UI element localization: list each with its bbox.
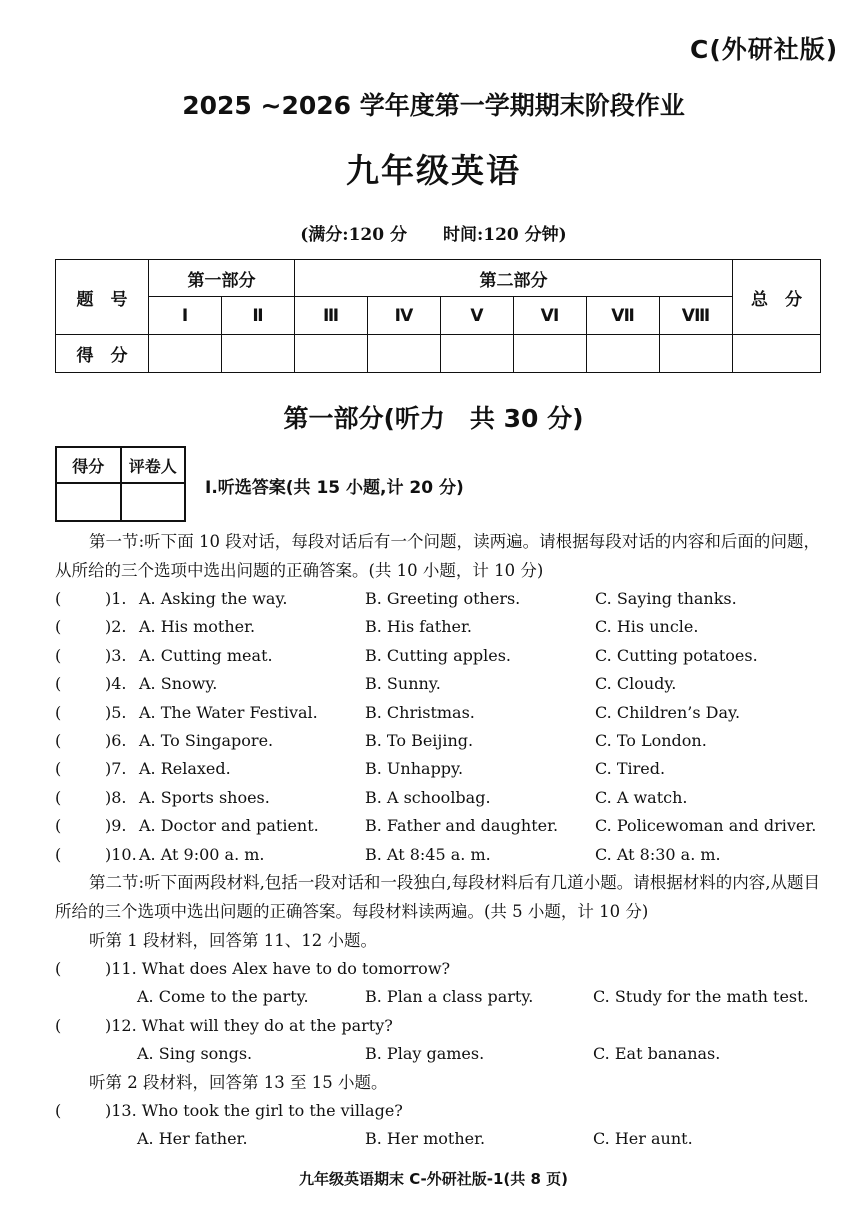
- question-number: )7.: [105, 759, 127, 779]
- question-row: [55, 585, 835, 613]
- page-footer: 九年级英语期末 C-外研社版-1(共 8 页): [298, 1170, 569, 1188]
- option-a: A. Come to the party.: [137, 987, 309, 1006]
- question-row: [55, 613, 835, 641]
- option-b: B. Christmas.: [365, 702, 475, 722]
- question-row: [55, 642, 835, 670]
- answer-paren[interactable]: (: [55, 816, 62, 836]
- answer-paren[interactable]: (: [55, 645, 62, 665]
- material1-instruction: 听第 1 段材料，回答第 11、12 小题。: [89, 931, 377, 950]
- answer-paren[interactable]: (: [55, 787, 62, 807]
- question-row: [55, 727, 835, 755]
- option-b: B. Father and daughter.: [365, 816, 559, 836]
- option-a: A. Asking the way.: [139, 589, 288, 608]
- option-b: B. Cutting apples.: [365, 645, 511, 665]
- question-row: [55, 784, 835, 812]
- score-table: [55, 259, 821, 373]
- answer-paren[interactable]: (: [55, 731, 62, 750]
- score-cell[interactable]: [295, 335, 368, 373]
- section1-part1-instruction: 第一节:听下面 10 段对话，每段对话后有一个问题，读两遍。请根据每段对话的内容和后面的问题，从所给的三个选项中选出问题的正确答案。(共 10 小题，计 10 分): [55, 532, 820, 580]
- score-cell[interactable]: [441, 335, 514, 373]
- grader-score-cell[interactable]: [56, 483, 121, 521]
- material2-instruction: 听第 2 段材料，回答第 13 至 15 小题。: [89, 1073, 388, 1092]
- answer-paren[interactable]: (: [55, 759, 62, 779]
- version-label: C(外研社版): [690, 35, 839, 64]
- section1-title: Ⅰ.听选答案(共 15 小题,计 20 分): [205, 478, 464, 498]
- question-number: )10.: [105, 844, 137, 864]
- question-row: [55, 670, 835, 698]
- question-number: )3.: [105, 645, 127, 665]
- option-c: C. Tired.: [595, 759, 666, 779]
- option-c: C. His uncle.: [595, 617, 699, 637]
- option-a: A. Relaxed.: [139, 759, 231, 779]
- section-numeral: Ⅲ: [295, 297, 368, 335]
- question-11-options: [55, 983, 835, 1011]
- grader-box: [55, 446, 186, 522]
- option-a: A. The Water Festival.: [139, 702, 318, 722]
- question-number: )9.: [105, 816, 127, 836]
- question-row: [55, 755, 835, 783]
- answer-paren[interactable]: (: [55, 959, 62, 978]
- option-a: A. Cutting meat.: [139, 645, 273, 665]
- option-b: B. Play games.: [365, 1044, 485, 1063]
- answer-paren[interactable]: (: [55, 1101, 62, 1120]
- option-a: A. To Singapore.: [139, 731, 274, 750]
- question-number: )2.: [105, 617, 127, 637]
- question-row: [55, 841, 835, 869]
- score-cell[interactable]: [368, 335, 441, 373]
- option-a: A. Sports shoes.: [139, 787, 270, 807]
- question-number: )5.: [105, 702, 127, 722]
- option-c: C. Saying thanks.: [595, 589, 737, 608]
- option-a: A. Snowy.: [139, 674, 218, 694]
- option-a: A. His mother.: [139, 617, 256, 637]
- row-label-score: 得 分: [56, 335, 149, 373]
- section-numeral: Ⅱ: [222, 297, 295, 335]
- option-b: B. A schoolbag.: [365, 787, 491, 807]
- option-b: B. Sunny.: [365, 674, 441, 694]
- answer-paren[interactable]: (: [55, 844, 62, 864]
- total-score-cell[interactable]: [733, 335, 821, 373]
- option-b: B. At 8:45 a. m.: [365, 844, 491, 864]
- question-13-options: [55, 1125, 835, 1153]
- question-13: [55, 1097, 835, 1125]
- question-12-options: [55, 1040, 835, 1068]
- section-numeral: Ⅷ: [660, 297, 733, 335]
- question-row: [55, 699, 835, 727]
- grader-name-cell[interactable]: [121, 483, 186, 521]
- option-c: C. To London.: [595, 731, 707, 750]
- option-c: C. Eat bananas.: [593, 1044, 721, 1063]
- question-row: [55, 812, 835, 840]
- option-b: B. Her mother.: [365, 1129, 486, 1148]
- answer-paren[interactable]: (: [55, 617, 62, 637]
- option-a: A. Her father.: [137, 1129, 248, 1148]
- option-a: A. Doctor and patient.: [139, 816, 319, 836]
- option-c: C. Her aunt.: [593, 1129, 693, 1148]
- option-a: A. Sing songs.: [137, 1044, 253, 1063]
- question-number: )4.: [105, 674, 127, 694]
- answer-paren[interactable]: (: [55, 1016, 62, 1035]
- section-numeral: Ⅰ: [149, 297, 222, 335]
- option-b: B. To Beijing.: [365, 731, 474, 750]
- exam-time: 时间:120 分钟): [443, 225, 567, 245]
- option-c: C. Cutting potatoes.: [595, 645, 758, 665]
- option-a: A. At 9:00 a. m.: [139, 844, 265, 864]
- answer-paren[interactable]: (: [55, 589, 62, 608]
- score-cell[interactable]: [514, 335, 587, 373]
- option-c: C. Study for the math test.: [593, 987, 809, 1006]
- part1-header: 第一部分: [149, 260, 295, 297]
- score-cell[interactable]: [222, 335, 295, 373]
- question-number: )1.: [105, 589, 127, 608]
- option-c: C. At 8:30 a. m.: [595, 844, 721, 864]
- part2-header: 第二部分: [295, 260, 733, 297]
- question-12: [55, 1012, 835, 1040]
- option-c: C. Children’s Day.: [595, 702, 741, 722]
- section-numeral: Ⅳ: [368, 297, 441, 335]
- section1-part2-instruction: 第二节:听下面两段材料,包括一段对话和一段独白,每段材料后有几道小题。请根据材料的内容,从题目所给的三个选项中选出问题的正确答案。每段材料读两遍。(共 5 小题，计 10 分): [55, 873, 820, 921]
- option-c: C. Cloudy.: [595, 674, 677, 694]
- question-11: [55, 955, 835, 983]
- option-b: B. Unhappy.: [365, 759, 464, 779]
- grader-score-label: 得分: [56, 447, 121, 483]
- question-number: )8.: [105, 787, 127, 807]
- score-cell[interactable]: [149, 335, 222, 373]
- option-c: C. Policewoman and driver.: [595, 816, 817, 836]
- row-label-number: 题 号: [56, 260, 149, 335]
- exam-meta: [0, 220, 867, 245]
- option-b: B. Greeting others.: [365, 589, 521, 608]
- score-cell[interactable]: [660, 335, 733, 373]
- answer-paren[interactable]: (: [55, 702, 62, 722]
- option-b: B. Plan a class party.: [365, 987, 534, 1006]
- question-stem: )12. What will they do at the party?: [105, 1016, 393, 1035]
- total-header: 总 分: [733, 260, 821, 335]
- answer-paren[interactable]: (: [55, 674, 62, 694]
- question-number: )6.: [105, 731, 127, 750]
- section-numeral: Ⅵ: [514, 297, 587, 335]
- exam-title: 2025 ~2026 学年度第一学期期末阶段作业: [182, 91, 685, 120]
- section-numeral: Ⅶ: [587, 297, 660, 335]
- question-stem: )13. Who took the girl to the village?: [105, 1101, 403, 1120]
- option-c: C. A watch.: [595, 787, 688, 807]
- option-b: B. His father.: [365, 617, 472, 637]
- part1-title: 第一部分(听力 共 30 分): [283, 404, 584, 433]
- score-cell[interactable]: [587, 335, 660, 373]
- full-score: (满分:120 分: [300, 225, 407, 245]
- question-stem: )11. What does Alex have to do tomorrow?: [105, 959, 451, 978]
- grader-name-label: 评卷人: [121, 447, 186, 483]
- subject-title: 九年级英语: [346, 151, 521, 190]
- section-numeral: Ⅴ: [441, 297, 514, 335]
